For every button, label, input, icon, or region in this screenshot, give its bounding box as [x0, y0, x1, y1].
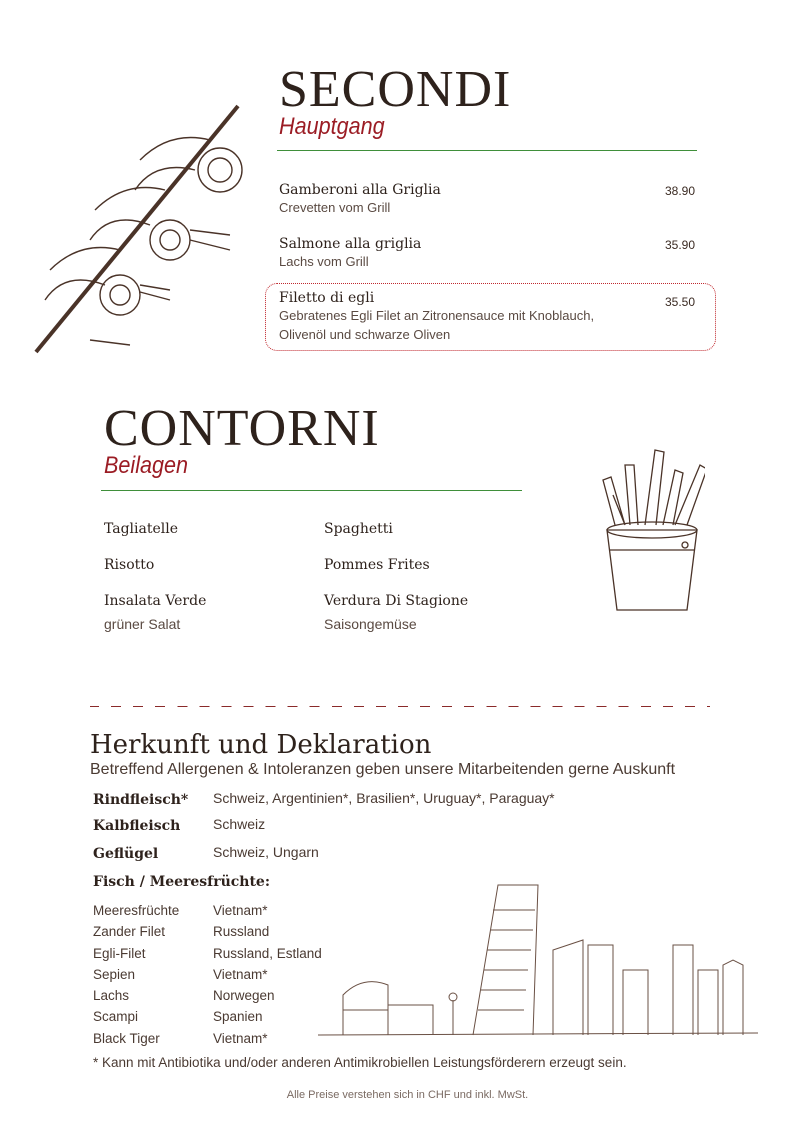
item-name: Gamberoni alla Griglia	[279, 182, 441, 198]
side-item: Tagliatelle	[104, 521, 179, 537]
meat-label: Kalbfleisch	[93, 818, 181, 834]
item-name: Salmone alla griglia	[279, 236, 422, 252]
fish-label: Sepien	[93, 966, 136, 982]
fish-label: Lachs	[93, 988, 130, 1004]
contorni-subtitle: Beilagen	[104, 452, 189, 479]
shrimp-skewer-illustration	[30, 100, 250, 360]
item-description: Crevetten vom Grill	[279, 200, 391, 215]
skyline-illustration	[318, 875, 758, 1040]
side-item: Pommes Frites	[324, 557, 430, 573]
meat-label: Rindfleisch*	[93, 792, 189, 808]
dashed-divider	[90, 706, 710, 707]
item-description: Olivenöl und schwarze Oliven	[279, 327, 451, 342]
meat-label: Geflügel	[93, 846, 159, 862]
fish-origin: Vietnam*	[213, 1030, 268, 1046]
secondi-title: SECONDI	[279, 61, 512, 118]
fish-origin: Russland, Estland	[213, 945, 322, 961]
side-item: Risotto	[104, 557, 155, 573]
herkunft-title: Herkunft und Deklaration	[90, 730, 432, 760]
fish-label: Egli-Filet	[93, 945, 146, 961]
meat-origin: Schweiz, Ungarn	[213, 844, 319, 860]
fish-origins	[213, 900, 322, 1049]
side-item: Verdura Di Stagione	[324, 593, 469, 609]
item-price: 35.50	[664, 295, 695, 309]
fish-label: Meeresfrüchte	[93, 903, 180, 918]
secondi-subtitle: Hauptgang	[279, 113, 385, 140]
menu-item-highlighted	[279, 290, 697, 344]
meat-origin: Schweiz	[213, 816, 266, 832]
side-item: Spaghetti	[324, 521, 393, 537]
item-name: Filetto di egli	[279, 290, 375, 306]
item-description: Gebratenes Egli Filet an Zitronensauce mit Knoblauch,	[279, 308, 595, 323]
fish-label: Zander Filet	[93, 924, 166, 940]
menu-item	[279, 236, 697, 271]
item-price: 35.90	[664, 238, 695, 252]
divider	[101, 490, 522, 491]
fish-heading: Fisch / Meeresfrüchte:	[93, 874, 271, 890]
fish-origin: Russland	[213, 924, 270, 940]
fish-origin: Vietnam*	[213, 903, 268, 918]
menu-item	[279, 182, 697, 217]
side-item: Insalata Verde	[104, 593, 207, 609]
side-item-description: Saisongemüse	[324, 616, 417, 632]
item-description: Lachs vom Grill	[279, 254, 369, 269]
meat-origin: Schweiz, Argentinien*, Brasilien*, Uruguay*, Paraguay*	[213, 790, 555, 806]
footer-note: Alle Preise verstehen sich in CHF und inkl. MwSt.	[286, 1089, 529, 1101]
footnote: * Kann mit Antibiotika und/oder anderen Antimikrobiellen Leistungsförderern erzeugt sein.	[93, 1055, 627, 1070]
herkunft-subtitle: Betreffend Allergenen & Intoleranzen geben unsere Mitarbeitenden gerne Auskunft	[90, 761, 676, 778]
side-item-description: grüner Salat	[104, 616, 181, 632]
fries-bucket-illustration	[595, 440, 705, 620]
fish-origin: Norwegen	[213, 988, 275, 1004]
item-price: 38.90	[664, 184, 695, 198]
divider	[277, 150, 697, 151]
fish-origin: Spanien	[213, 1009, 263, 1025]
fish-labels	[93, 900, 179, 1049]
fish-label: Black Tiger	[93, 1030, 160, 1046]
fish-label: Scampi	[93, 1009, 139, 1025]
contorni-title: CONTORNI	[104, 400, 380, 457]
fish-origin: Vietnam*	[213, 966, 268, 982]
